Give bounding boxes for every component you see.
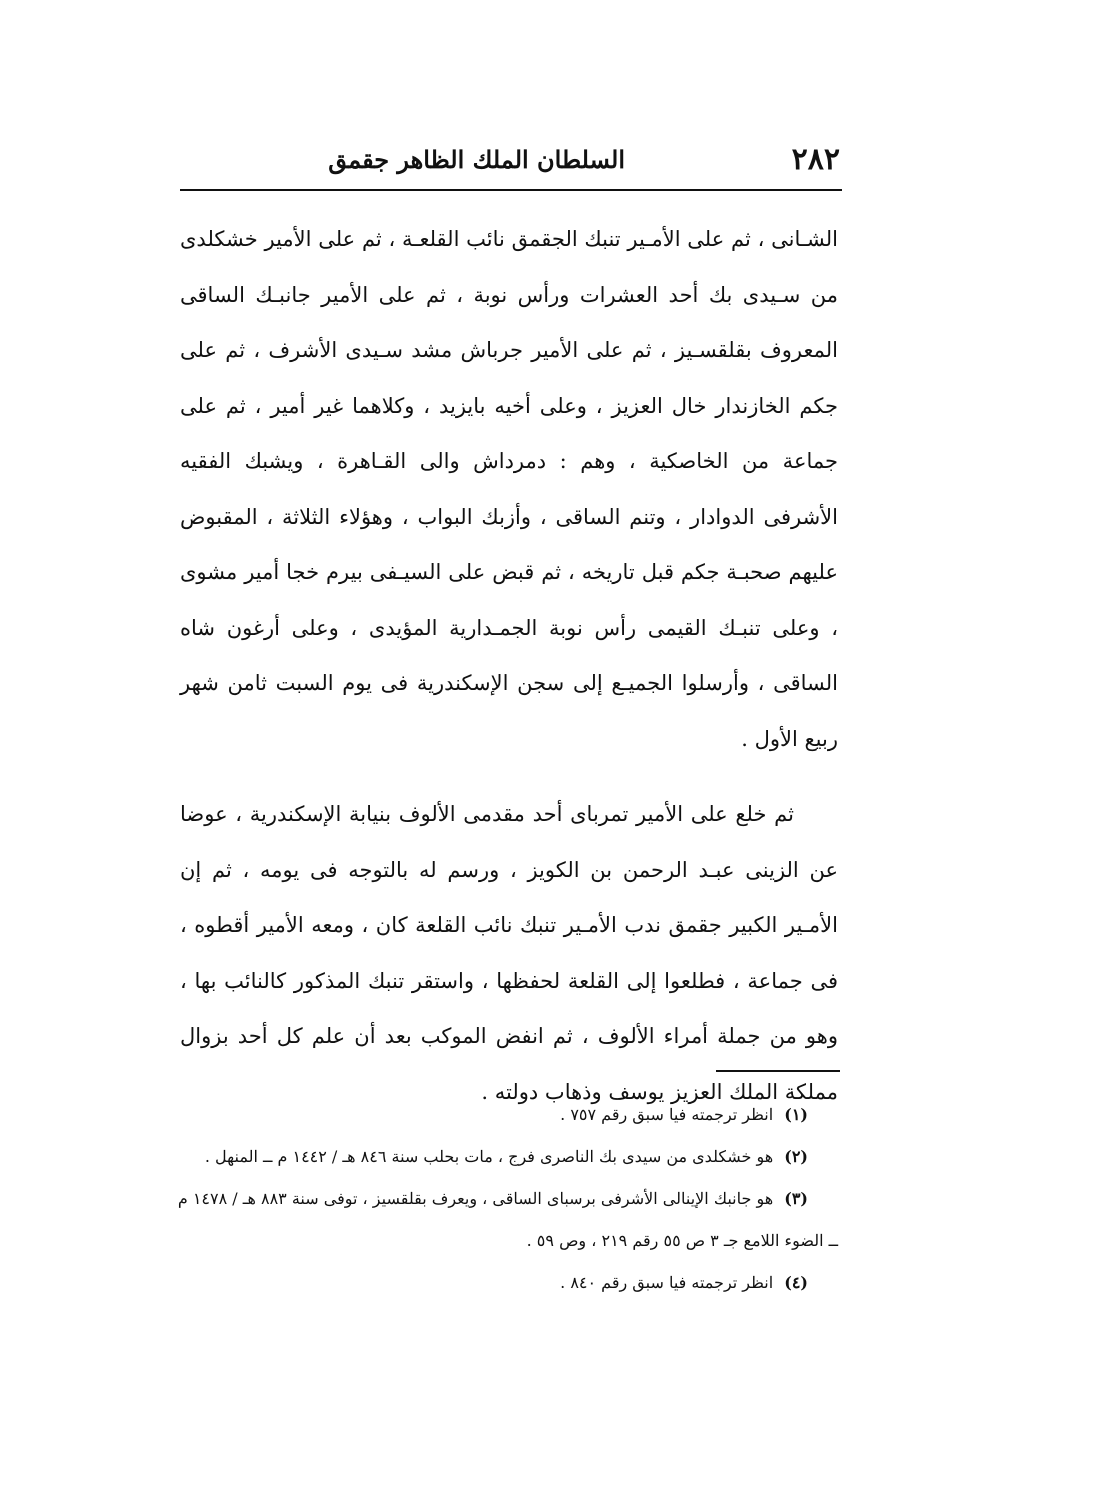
footnote-3-continuation xyxy=(180,1220,838,1262)
footnote-text: انظر ترجمته فيا سبق رقم ٨٤٠ . xyxy=(560,1273,774,1292)
footnote-separator xyxy=(716,1070,840,1072)
footnote-text: هو خشكلدى من سيدى بك الناصرى فرج ، مات بحلب سنة ٨٤٦ هـ / ١٤٤٢ م ــ المنهل . xyxy=(204,1147,774,1166)
header-rule xyxy=(180,189,842,191)
footnote-number: (١) xyxy=(784,1105,808,1124)
footnote-text: انظر ترجمته فيا سبق رقم ٧٥٧ . xyxy=(560,1105,774,1124)
footnote-text: ــ الضوء اللامع جـ ٣ ص ٥٥ رقم ٢١٩ ، وص ٥٩ . xyxy=(526,1231,838,1250)
paragraph-1: الشـانى ، ثم على الأمـير تنبك الجقمق نائب القلعـة ، ثم على الأمير خشكلدى من سـيدى بك أحد العشرات ورأس نوبة ، ثم على الأمير جانبـك الساقى المعروف بقلقسـيز ، ثم على الأمير جرباش مشد سـيدى الأشرف ، ثم على جكم الخازندار خال العزيز ، وعلى أخيه بايزيد ، وكلاهما غير أمير ، ثم على جماعة من الخاصكية ، وهم : دمرداش والى القـاهرة ، ويشبك الفقيه الأشرفى الدوادار ، وتنم الساقى ، وأزبك البواب ، وهؤلاء الثلاثة ، المقبوض عليهم صحبـة جكم قبل تاريخه ، ثم قبض على السيـفى بيرم خجا أمير مشوى ، وعلى تنبـك القيمى رأس نوبة الجمـدارية المؤيدى ، وعلى أرغون شاه الساقى ، وأرسلوا الجميـع إلى سجن الإسكندرية فى يوم السبت ثامن شهر ربيع الأول . xyxy=(180,227,838,751)
footnote-1 xyxy=(180,1094,838,1136)
footnote-4 xyxy=(180,1262,838,1304)
footnotes xyxy=(177,1094,838,1304)
footnote-text: هو جانبك الإينالى الأشرفى برسباى الساقى ، ويعرف بقلقسيز ، توفى سنة ٨٨٣ هـ / ١٤٧٨ م xyxy=(177,1189,774,1208)
body-text xyxy=(180,212,838,1120)
footnote-number: (٢) xyxy=(784,1147,808,1166)
running-title: السلطان الملك الظاهر جقمق xyxy=(328,145,625,174)
paragraph-2: ثم خلع على الأمير تمرباى أحد مقدمى الألوف بنيابة الإسكندرية ، عوضا عن الزينى عبـد الرحمن بن الكويز ، ورسم له بالتوجه فى يومه ، ثم إن الأمـير الكبير جقمق ندب الأمـير تنبك نائب القلعة كان ، ومعه الأمير أقطوه ، فى جماعة ، فطلعوا إلى القلعة لحفظها ، واستقر تنبك المذكور كالنائب بها ، وهو من جملة أمراء الألوف ، ثم انفض الموكب بعد أن علم كل أحد بزوال مملكة الملك العزيز يوسف وذهاب دولته . xyxy=(180,802,838,1104)
footnote-2 xyxy=(180,1136,838,1178)
footnote-3 xyxy=(177,1178,838,1220)
page-number: ٢٨٢ xyxy=(791,142,840,177)
page-header xyxy=(180,138,840,190)
footnote-number: (٤) xyxy=(784,1273,808,1292)
footnote-number: (٣) xyxy=(784,1189,808,1208)
